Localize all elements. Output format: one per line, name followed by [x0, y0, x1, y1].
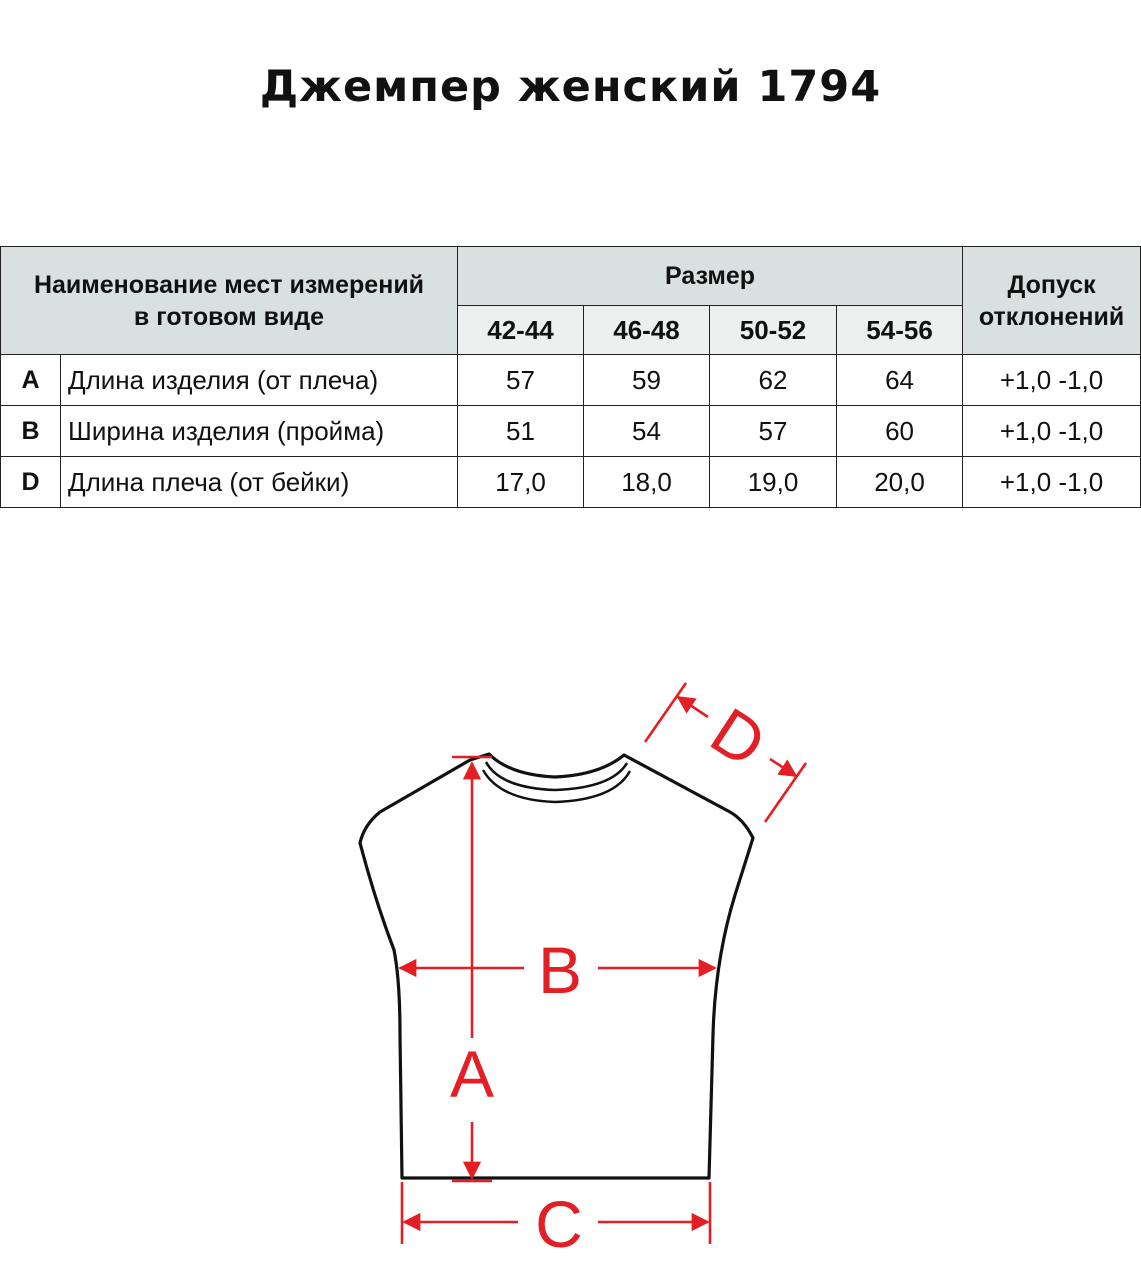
tolerance-header-line2: отклонений — [978, 302, 1125, 331]
row-code: B — [1, 406, 61, 457]
size-column-header: 46-48 — [584, 306, 710, 355]
row-tolerance: +1,0 -1,0 — [963, 355, 1141, 406]
row-code: A — [1, 355, 61, 406]
measure-d-tick-right — [765, 763, 806, 822]
row-code: D — [1, 457, 61, 508]
row-value: 17,0 — [458, 457, 584, 508]
row-value: 51 — [458, 406, 584, 457]
measure-d-line-lower — [770, 759, 796, 776]
row-value: 20,0 — [837, 457, 963, 508]
row-value: 18,0 — [584, 457, 710, 508]
size-column-header: 50-52 — [710, 306, 837, 355]
size-column-header: 42-44 — [458, 306, 584, 355]
row-tolerance: +1,0 -1,0 — [963, 406, 1141, 457]
measure-b-label: B — [537, 933, 583, 1007]
measure-d-line-upper — [678, 697, 708, 717]
measure-d-tick-left — [645, 683, 686, 742]
size-column-header: 54-56 — [837, 306, 963, 355]
measure-a-label: A — [449, 1037, 495, 1111]
measurements-header-line2: в готовом виде — [133, 302, 325, 331]
row-value: 54 — [584, 406, 710, 457]
row-value: 57 — [710, 406, 837, 457]
row-tolerance: +1,0 -1,0 — [963, 457, 1141, 508]
measurements-header-line1: Наименование мест измерений — [33, 270, 425, 299]
row-value: 62 — [710, 355, 837, 406]
row-value: 19,0 — [710, 457, 837, 508]
row-measurement-name: Длина изделия (от плеча) — [61, 355, 458, 406]
size-header: Размер — [458, 247, 963, 306]
measure-d-label: D — [698, 693, 779, 782]
page-title: Джемпер женский 1794 — [259, 62, 882, 112]
collar-rib-line — [483, 770, 630, 802]
measurement-labels — [450, 693, 779, 1261]
row-measurement-name: Ширина изделия (пройма) — [61, 406, 458, 457]
row-value: 64 — [837, 355, 963, 406]
measure-c-label: C — [535, 1187, 583, 1261]
row-value: 60 — [837, 406, 963, 457]
row-value: 57 — [458, 355, 584, 406]
row-measurement-name: Длина плеча (от бейки) — [61, 457, 458, 508]
row-value: 59 — [584, 355, 710, 406]
tolerance-header-line1: Допуск — [1007, 270, 1096, 299]
